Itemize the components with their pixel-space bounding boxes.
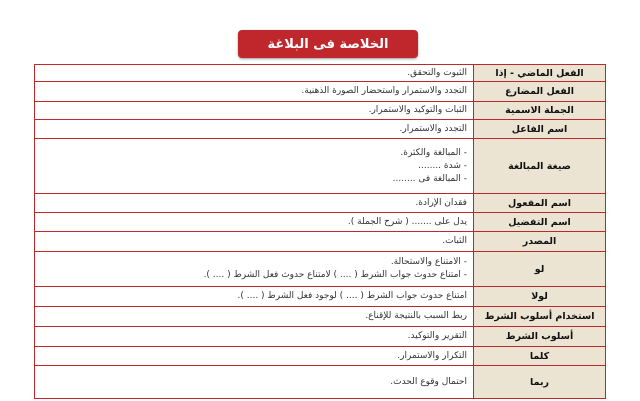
table-row	[35, 102, 605, 120]
definition-cell	[35, 102, 473, 119]
term-cell: اسم المفعول	[473, 194, 605, 212]
term-cell: صيغة المبالغة	[473, 139, 605, 193]
definition-line: الثبوت والتحقق.	[407, 67, 467, 78]
definition-line: امتناع حدوث جواب الشرط ( .... ) لوجود فعل الشرط ( .... ).	[237, 291, 467, 301]
definition-cell	[35, 213, 473, 231]
definition-line: التقرير والتوكيد.	[407, 331, 467, 341]
table-row	[35, 307, 605, 327]
term-cell: كلما	[473, 347, 605, 365]
definition-line: الثبات والتوكيد والاستمرار.	[368, 105, 467, 115]
term-cell: أسلوب الشرط	[473, 327, 605, 346]
term-cell: اسم التفضيل	[473, 213, 605, 231]
table-row	[35, 252, 605, 287]
term-cell: ربما	[473, 366, 605, 398]
table-row	[35, 120, 605, 139]
definition-cell	[35, 307, 473, 326]
definition-line: التجدد والاستمرار.	[399, 123, 467, 134]
definition-cell	[35, 252, 473, 286]
term-cell: لو	[473, 252, 605, 286]
term-cell: الفعل المضارع	[473, 82, 605, 101]
table-row	[35, 366, 605, 398]
definition-line: - الامتناع والاستحالة.	[390, 257, 467, 267]
definition-cell	[35, 347, 473, 365]
definition-cell	[35, 287, 473, 306]
definition-line: التكرار والاستمرار.	[397, 350, 467, 361]
term-cell: لولا	[473, 287, 605, 306]
table-row	[35, 232, 605, 252]
definition-cell	[35, 82, 473, 101]
definition-cell	[35, 120, 473, 138]
table-row	[35, 213, 605, 232]
table-row	[35, 82, 605, 102]
definition-cell	[35, 327, 473, 346]
table-row	[35, 347, 605, 366]
definition-line: التجدد والاستمرار واستحضار الصورة الذهنية.	[301, 86, 467, 96]
definition-line: - شدة ........	[418, 160, 467, 171]
term-cell: استخدام أسلوب الشرط	[473, 307, 605, 326]
definition-line: ربط السبب بالنتيجة للإقناع.	[365, 311, 467, 321]
table-row	[35, 139, 605, 194]
definition-cell	[35, 232, 473, 251]
definition-line: - امتناع حدوث جواب الشرط ( .... ) لامتناع حدوث فعل الشرط ( .... ).	[203, 270, 467, 280]
definition-line: يدل على ....... ( شرح الجملة ).	[347, 216, 467, 227]
term-cell: الفعل الماضي - إذا	[473, 65, 605, 81]
definition-line: فقدان الإرادة.	[415, 197, 467, 208]
definition-line: الثبات.	[442, 236, 467, 246]
page-title: الخلاصة فى البلاغة	[238, 30, 418, 58]
term-cell: الجملة الاسمية	[473, 102, 605, 119]
definition-cell	[35, 139, 473, 193]
rhetoric-summary-table	[34, 64, 606, 399]
definition-line: - المبالغة فى ........	[392, 173, 467, 184]
term-cell: اسم الفاعل	[473, 120, 605, 138]
term-cell: المصدر	[473, 232, 605, 251]
definition-cell	[35, 65, 473, 81]
table-row	[35, 65, 605, 82]
definition-cell	[35, 366, 473, 398]
table-row	[35, 287, 605, 307]
definition-line: - المبالغة والكثرة.	[400, 147, 467, 158]
definition-line: احتمال وقوع الحدث.	[390, 376, 467, 387]
definition-cell	[35, 194, 473, 212]
table-row	[35, 327, 605, 347]
table-row	[35, 194, 605, 213]
